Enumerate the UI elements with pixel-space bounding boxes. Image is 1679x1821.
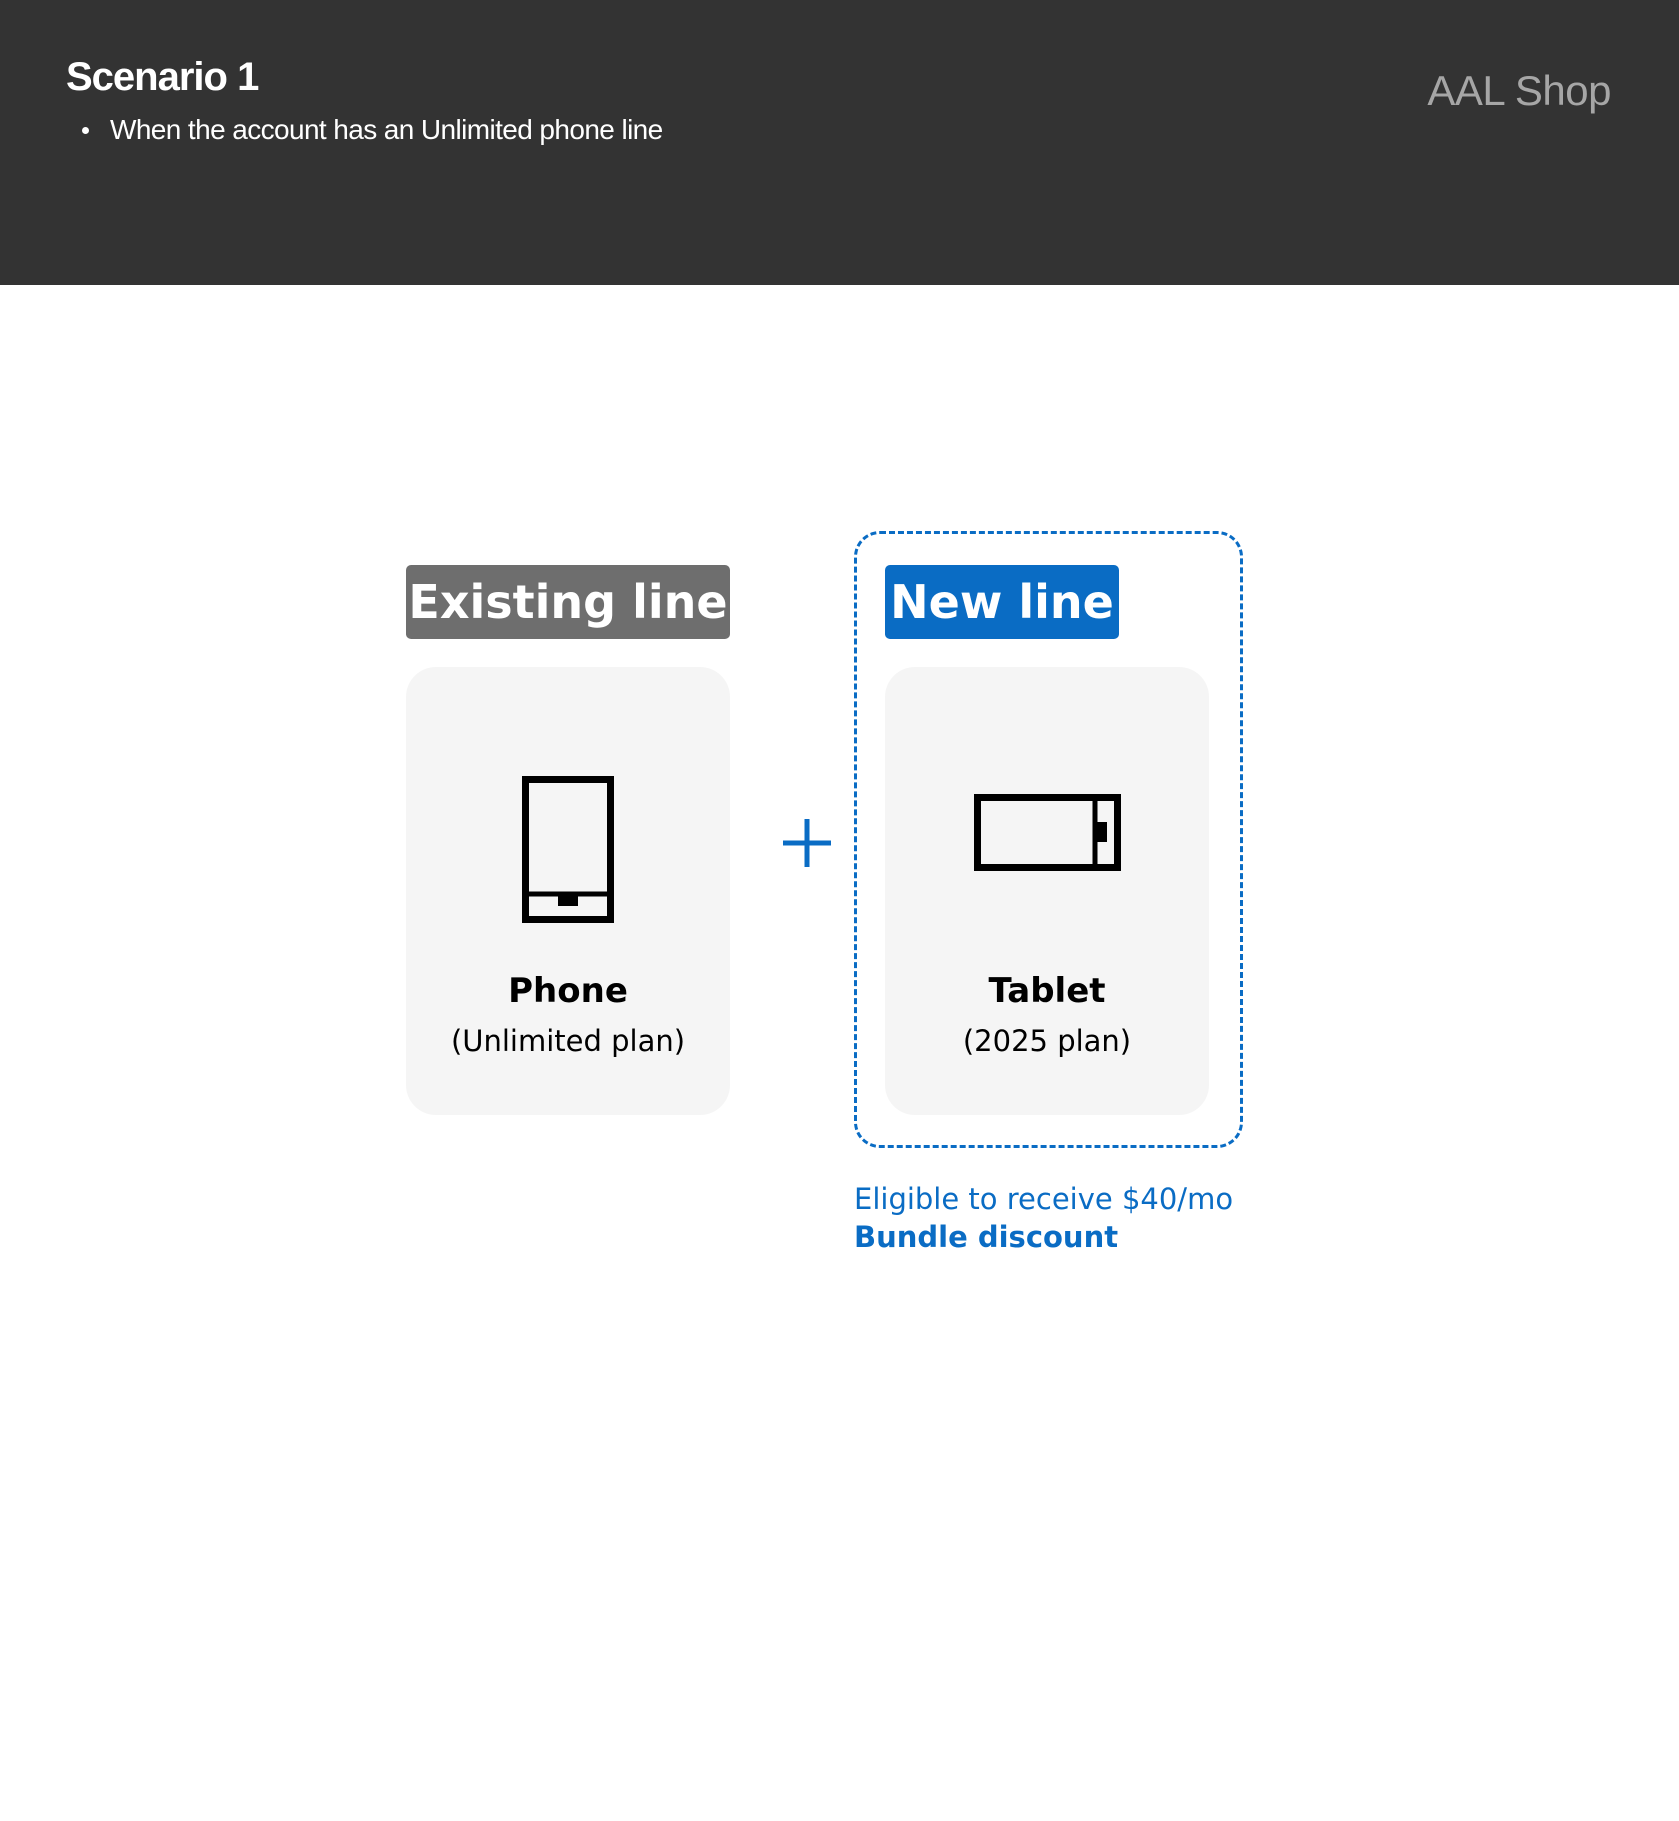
device-plan: (2025 plan) [962, 1024, 1132, 1058]
new-line-tag: New line [885, 565, 1119, 639]
header-band [0, 0, 1679, 285]
discount-eligibility-text: Eligible to receive $40/mo [854, 1182, 1234, 1216]
device-plan: (Unlimited plan) [450, 1024, 686, 1058]
scenario-title: Scenario 1 [66, 55, 259, 99]
plus-icon [781, 817, 833, 869]
device-name: Tablet [988, 971, 1106, 1011]
discount-note [854, 1180, 1233, 1256]
device-name: Phone [508, 971, 628, 1011]
phone-icon [406, 667, 730, 967]
bullet-text: When the account has an Unlimited phone line [110, 114, 663, 145]
tablet-icon [885, 667, 1209, 967]
brand-label: AAL Shop [1427, 67, 1611, 114]
bullet-item [82, 112, 663, 148]
existing-line-tag: Existing line [406, 565, 730, 639]
new-device-card [885, 667, 1209, 1115]
existing-device-card [406, 667, 730, 1115]
bullet-dot-icon [82, 127, 89, 134]
bundle-discount-label: Bundle discount [854, 1220, 1119, 1254]
